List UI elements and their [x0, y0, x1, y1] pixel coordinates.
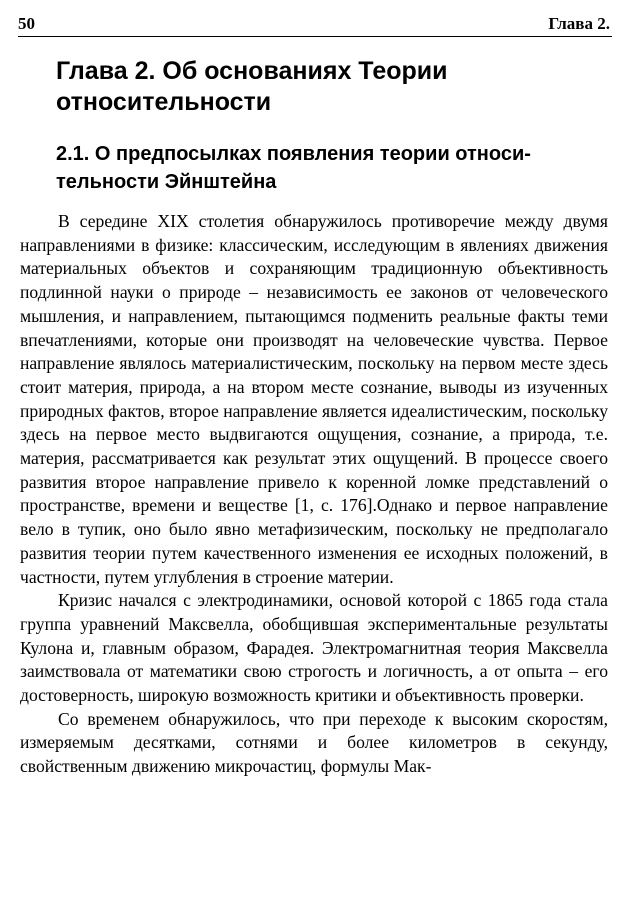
section-title: 2.1. О предпосылках появления теории относи-тельности Эйнштейна: [56, 143, 531, 193]
paragraph: В середине XIX столетия обнаружилось противоречие между двумя направлениями в физике: классическим, исследующим в явлениях движения материальных объектов и сохраняющим традиционную объективность подлинной науки о природе – независимость ее законов от человеческого мышления, и направлением, пытающимся подменить реальные факты теми впечатлениями, которые они производят на человеческие чувства. Первое направление являлось материалистическим, поскольку на первом месте здесь стоит материя, природа, а на втором месте сознание, выводы из изученных природных фактов, второе направление является идеалистическим, поскольку здесь на первое место выдвигаются ощущения, сознание, а природа, т.е. материя, рассматривается как результат этих ощущений. В процессе своего развития второе направление привело к коренной ломке представлений о пространстве, времени и веществе [1, с. 176].Однако и первое направление вело в тупик, оно было явно метафизическим, поскольку не предполагало развития теории путем качественного изменения ее исходных положений, в частности, путем углубления в строение материи.: [20, 211, 608, 587]
paragraph: Кризис начался с электродинамики, основой которой с 1865 года стала группа уравнений Максвелла, обобщившая экспериментальные результаты Кулона и, главным образом, Фарадея. Электромагнитная теория Максвелла заимствовала от математики свою строгость и логичность, а от опыта – его достоверность, широкую возможность критики и объективность проверки.: [20, 590, 608, 706]
chapter-title: Глава 2. Об основаниях Теории относительности: [56, 57, 448, 116]
paragraph: Со временем обнаружилось, что при переходе к высоким скоростям, измеряемым десятками, сотнями и более километров в секунду, свойственным движению микрочастиц, формулы Мак-: [20, 708, 608, 777]
page-number: 50: [18, 14, 35, 33]
running-header: [18, 12, 612, 37]
body-text: [20, 210, 608, 779]
header-chapter-label: Глава 2.: [548, 14, 610, 33]
